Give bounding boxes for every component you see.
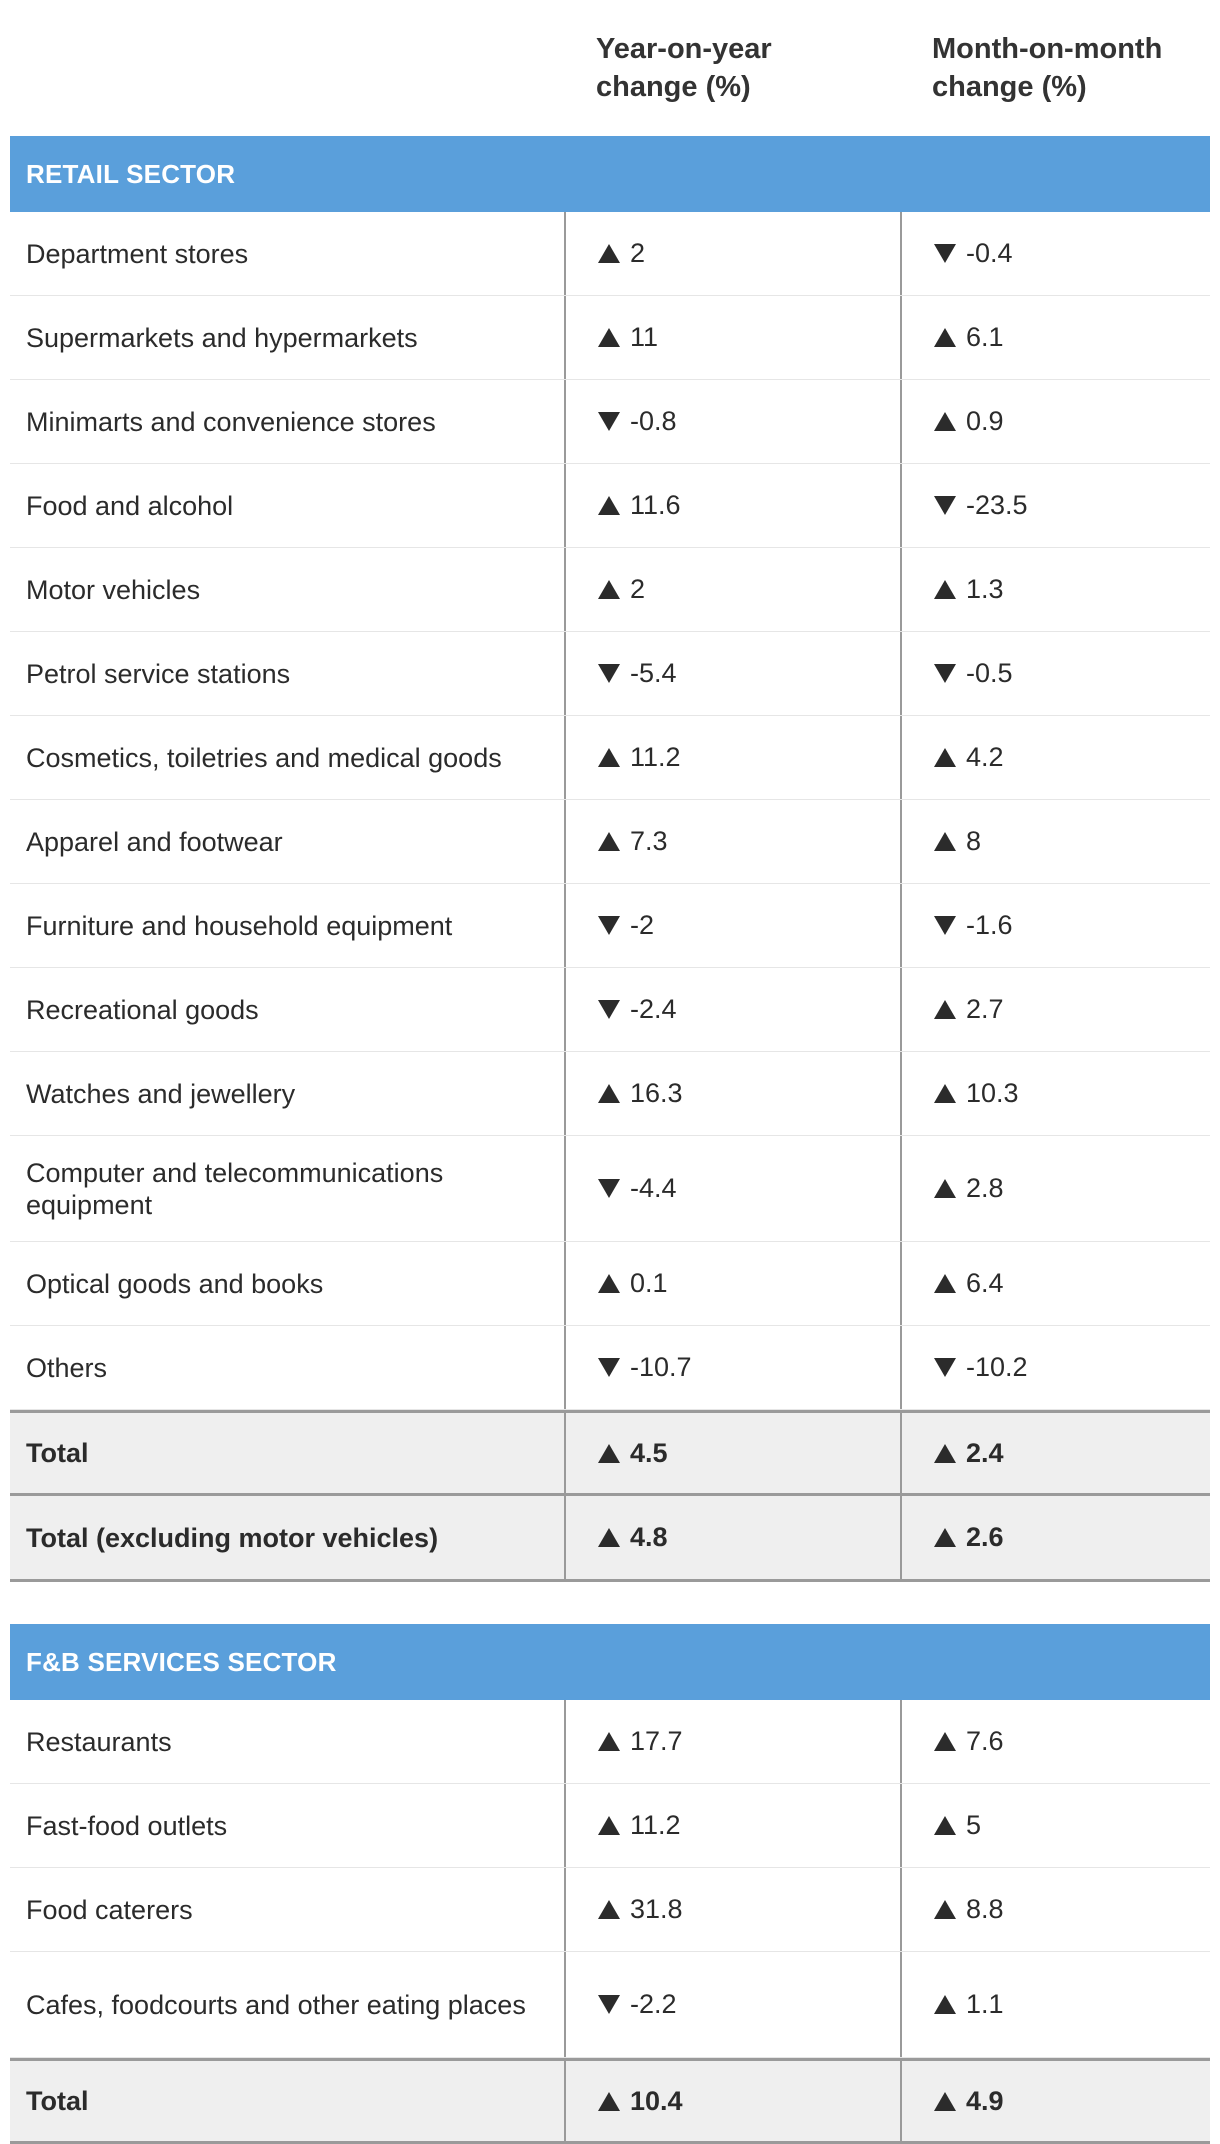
mom-number: 2.4 — [966, 1437, 1004, 1468]
header-yoy: Year-on-year change (%) — [596, 33, 772, 103]
mom-cell — [902, 1242, 1210, 1325]
yoy-number: 11.2 — [630, 1810, 681, 1840]
triangle-up-icon — [934, 1528, 956, 1547]
mom-cell — [902, 1326, 1210, 1409]
mom-number: 2.8 — [966, 1173, 1004, 1203]
triangle-up-icon — [934, 1816, 956, 1835]
table-row — [10, 800, 1210, 884]
mom-cell — [902, 212, 1210, 295]
triangle-up-icon — [934, 832, 956, 851]
mom-value — [934, 910, 1013, 941]
yoy-value — [598, 658, 677, 689]
total-label: Total — [10, 1413, 566, 1493]
yoy-cell — [566, 548, 902, 631]
mom-value — [934, 1173, 1004, 1204]
yoy-value — [598, 1726, 683, 1757]
mom-value — [934, 742, 1004, 773]
yoy-cell — [566, 1326, 902, 1409]
total-row — [10, 1496, 1210, 1582]
yoy-value — [598, 910, 654, 941]
table-row — [10, 1952, 1210, 2058]
table-row — [10, 212, 1210, 296]
mom-value — [934, 238, 1013, 269]
yoy-cell — [566, 1242, 902, 1325]
triangle-up-icon — [598, 1816, 620, 1835]
mom-number: -1.6 — [966, 910, 1013, 940]
yoy-number: 2 — [630, 574, 646, 604]
mom-number: -23.5 — [966, 490, 1028, 520]
mom-number: -0.5 — [966, 658, 1013, 688]
row-label: Food and alcohol — [10, 464, 566, 547]
mom-cell — [902, 548, 1210, 631]
yoy-cell — [566, 1868, 902, 1951]
triangle-up-icon — [598, 1444, 620, 1463]
triangle-up-icon — [598, 1900, 620, 1919]
yoy-value — [598, 1989, 677, 2020]
triangle-up-icon — [934, 1274, 956, 1293]
mom-value — [934, 1438, 1004, 1469]
mom-number: 10.3 — [966, 1078, 1019, 1108]
yoy-cell — [566, 296, 902, 379]
mom-value — [934, 1989, 1004, 2020]
yoy-number: -2 — [630, 910, 655, 940]
triangle-up-icon — [598, 832, 620, 851]
triangle-up-icon — [598, 244, 620, 263]
row-label: Restaurants — [10, 1700, 566, 1783]
yoy-cell — [566, 1784, 902, 1867]
yoy-value — [598, 994, 677, 1025]
triangle-up-icon — [598, 1084, 620, 1103]
triangle-down-icon — [934, 1358, 956, 1377]
yoy-cell — [566, 632, 902, 715]
triangle-down-icon — [598, 1000, 620, 1019]
mom-number: 5 — [966, 1810, 982, 1840]
row-label: Others — [10, 1326, 566, 1409]
yoy-number: 4.5 — [630, 1437, 668, 1468]
yoy-number: -2.4 — [630, 994, 677, 1024]
row-label: Computer and telecommunications equipment — [10, 1136, 566, 1241]
mom-number: 6.4 — [966, 1268, 1004, 1298]
yoy-number: -10.7 — [630, 1352, 692, 1382]
mom-value — [934, 1268, 1004, 1299]
mom-value — [934, 1894, 1004, 1925]
table-row — [10, 1700, 1210, 1784]
triangle-up-icon — [934, 1995, 956, 2014]
mom-number: 1.1 — [966, 1989, 1004, 2019]
mom-number: 8 — [966, 826, 982, 856]
mom-value — [934, 1810, 981, 1841]
triangle-up-icon — [934, 2092, 956, 2111]
mom-cell — [902, 1952, 1210, 2057]
mom-value — [934, 490, 1028, 521]
mom-value — [934, 1352, 1028, 1383]
triangle-down-icon — [598, 916, 620, 935]
yoy-value — [598, 238, 645, 269]
triangle-up-icon — [598, 496, 620, 515]
triangle-up-icon — [934, 1444, 956, 1463]
mom-value — [934, 1522, 1004, 1553]
triangle-up-icon — [598, 1274, 620, 1293]
table-row — [10, 968, 1210, 1052]
mom-number: 4.2 — [966, 742, 1004, 772]
total-label: Total — [10, 2061, 566, 2141]
row-label: Supermarkets and hypermarkets — [10, 296, 566, 379]
row-label: Optical goods and books — [10, 1242, 566, 1325]
mom-cell — [902, 800, 1210, 883]
triangle-up-icon — [934, 1179, 956, 1198]
triangle-up-icon — [934, 412, 956, 431]
row-label: Minimarts and convenience stores — [10, 380, 566, 463]
mom-cell — [902, 1413, 1210, 1493]
triangle-down-icon — [598, 1358, 620, 1377]
yoy-value — [598, 406, 677, 437]
mom-value — [934, 1078, 1019, 1109]
row-label: Petrol service stations — [10, 632, 566, 715]
yoy-number: 11 — [630, 322, 659, 352]
yoy-number: 11.2 — [630, 742, 681, 772]
total-row — [10, 1410, 1210, 1496]
table-row — [10, 296, 1210, 380]
yoy-number: -4.4 — [630, 1173, 677, 1203]
yoy-number: 10.4 — [630, 2085, 683, 2116]
table-row — [10, 1868, 1210, 1952]
mom-cell — [902, 1700, 1210, 1783]
yoy-value — [598, 826, 668, 857]
triangle-down-icon — [934, 244, 956, 263]
yoy-cell — [566, 212, 902, 295]
table-row — [10, 380, 1210, 464]
yoy-value — [598, 322, 658, 353]
triangle-up-icon — [934, 580, 956, 599]
yoy-value — [598, 1268, 668, 1299]
mom-cell — [902, 1868, 1210, 1951]
table-row — [10, 884, 1210, 968]
triangle-down-icon — [598, 412, 620, 431]
header-mom: Month-on-month change (%) — [932, 33, 1163, 103]
triangle-up-icon — [598, 748, 620, 767]
mom-value — [934, 994, 1004, 1025]
yoy-cell — [566, 380, 902, 463]
triangle-up-icon — [934, 328, 956, 347]
yoy-cell — [566, 1700, 902, 1783]
yoy-cell — [566, 800, 902, 883]
yoy-cell — [566, 2061, 902, 2141]
change-table — [10, 0, 1210, 2144]
triangle-up-icon — [598, 1732, 620, 1751]
yoy-number: 2 — [630, 238, 646, 268]
triangle-down-icon — [934, 496, 956, 515]
yoy-number: 17.7 — [630, 1726, 683, 1756]
triangle-down-icon — [598, 1995, 620, 2014]
table-row — [10, 632, 1210, 716]
mom-number: 0.9 — [966, 406, 1004, 436]
mom-value — [934, 1726, 1004, 1757]
total-row — [10, 2058, 1210, 2144]
yoy-cell — [566, 464, 902, 547]
triangle-up-icon — [598, 1528, 620, 1547]
triangle-up-icon — [598, 580, 620, 599]
table-row — [10, 1136, 1210, 1242]
yoy-number: 16.3 — [630, 1078, 683, 1108]
triangle-down-icon — [598, 664, 620, 683]
triangle-up-icon — [934, 748, 956, 767]
mom-number: -10.2 — [966, 1352, 1028, 1382]
yoy-value — [598, 1522, 668, 1553]
section-header: RETAIL SECTOR — [10, 136, 1210, 212]
yoy-cell — [566, 1052, 902, 1135]
table-header — [10, 0, 1210, 136]
mom-cell — [902, 296, 1210, 379]
table-row — [10, 548, 1210, 632]
table-row — [10, 464, 1210, 548]
table-row — [10, 716, 1210, 800]
row-label: Cosmetics, toiletries and medical goods — [10, 716, 566, 799]
yoy-value — [598, 1894, 683, 1925]
mom-cell — [902, 1496, 1210, 1579]
row-label: Motor vehicles — [10, 548, 566, 631]
yoy-number: 4.8 — [630, 1522, 668, 1552]
table-row — [10, 1326, 1210, 1410]
table-row — [10, 1242, 1210, 1326]
row-label: Watches and jewellery — [10, 1052, 566, 1135]
total-label: Total (excluding motor vehicles) — [10, 1496, 566, 1579]
triangle-up-icon — [598, 2092, 620, 2111]
mom-cell — [902, 1052, 1210, 1135]
mom-number: 1.3 — [966, 574, 1004, 604]
row-label: Apparel and footwear — [10, 800, 566, 883]
mom-value — [934, 574, 1004, 605]
triangle-down-icon — [934, 664, 956, 683]
mom-number: 2.7 — [966, 994, 1004, 1024]
mom-cell — [902, 464, 1210, 547]
yoy-number: 11.6 — [630, 490, 681, 520]
triangle-up-icon — [934, 1000, 956, 1019]
section-header: F&B SERVICES SECTOR — [10, 1624, 1210, 1700]
yoy-number: 31.8 — [630, 1894, 683, 1924]
mom-cell — [902, 2061, 1210, 2141]
yoy-value — [598, 490, 681, 521]
mom-cell — [902, 1136, 1210, 1241]
mom-number: 6.1 — [966, 322, 1004, 352]
yoy-value — [598, 1078, 683, 1109]
mom-value — [934, 658, 1013, 689]
mom-value — [934, 322, 1004, 353]
mom-cell — [902, 884, 1210, 967]
yoy-value — [598, 574, 645, 605]
mom-number: 8.8 — [966, 1894, 1004, 1924]
yoy-number: -5.4 — [630, 658, 677, 688]
triangle-up-icon — [934, 1900, 956, 1919]
yoy-cell — [566, 1413, 902, 1493]
row-label: Department stores — [10, 212, 566, 295]
mom-number: -0.4 — [966, 238, 1013, 268]
mom-cell — [902, 632, 1210, 715]
yoy-number: 0.1 — [630, 1268, 668, 1298]
triangle-down-icon — [598, 1179, 620, 1198]
table-row — [10, 1052, 1210, 1136]
yoy-cell — [566, 968, 902, 1051]
yoy-value — [598, 742, 681, 773]
triangle-up-icon — [934, 1732, 956, 1751]
mom-number: 4.9 — [966, 2085, 1004, 2116]
yoy-value — [598, 2086, 683, 2117]
yoy-value — [598, 1438, 668, 1469]
table-body — [10, 136, 1210, 2144]
table-row — [10, 1784, 1210, 1868]
yoy-number: 7.3 — [630, 826, 668, 856]
row-label: Fast-food outlets — [10, 1784, 566, 1867]
row-label: Recreational goods — [10, 968, 566, 1051]
mom-cell — [902, 968, 1210, 1051]
mom-cell — [902, 380, 1210, 463]
row-label: Cafes, foodcourts and other eating places — [10, 1952, 566, 2057]
yoy-number: -0.8 — [630, 406, 677, 436]
yoy-cell — [566, 1496, 902, 1579]
yoy-cell — [566, 1136, 902, 1241]
yoy-number: -2.2 — [630, 1989, 677, 2019]
yoy-value — [598, 1810, 681, 1841]
mom-value — [934, 2086, 1004, 2117]
yoy-cell — [566, 1952, 902, 2057]
triangle-up-icon — [934, 1084, 956, 1103]
mom-cell — [902, 1784, 1210, 1867]
row-label: Food caterers — [10, 1868, 566, 1951]
mom-value — [934, 826, 981, 857]
triangle-up-icon — [598, 328, 620, 347]
yoy-value — [598, 1352, 692, 1383]
yoy-value — [598, 1173, 677, 1204]
section-gap — [10, 1582, 1210, 1624]
triangle-down-icon — [934, 916, 956, 935]
mom-number: 7.6 — [966, 1726, 1004, 1756]
yoy-cell — [566, 884, 902, 967]
row-label: Furniture and household equipment — [10, 884, 566, 967]
mom-value — [934, 406, 1004, 437]
yoy-cell — [566, 716, 902, 799]
mom-number: 2.6 — [966, 1522, 1004, 1552]
mom-cell — [902, 716, 1210, 799]
